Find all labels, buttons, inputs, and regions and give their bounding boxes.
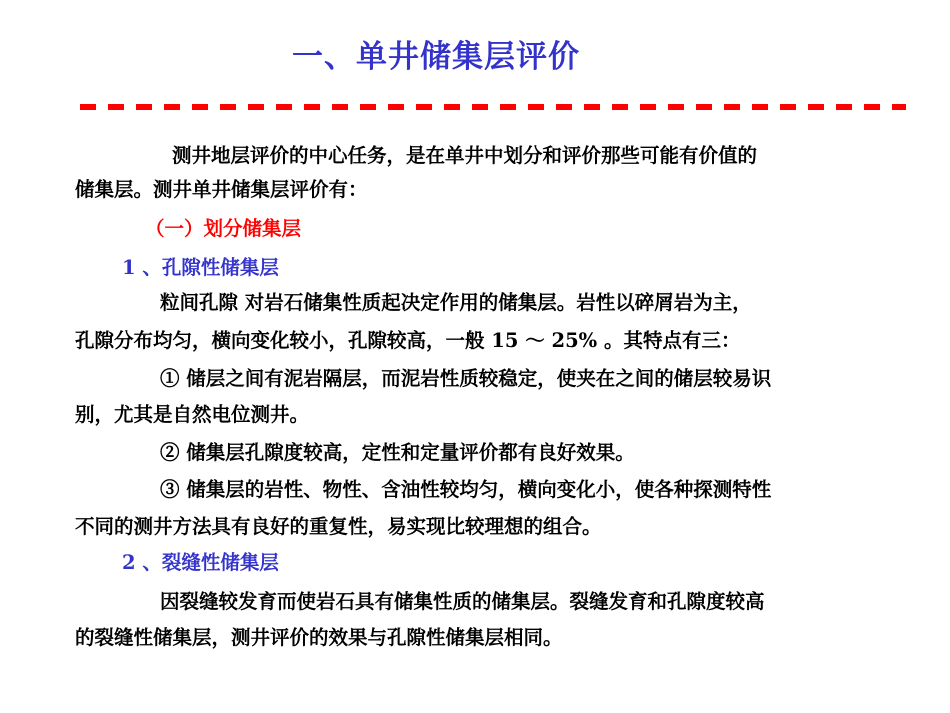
point-3-line-2: 不同的测井方法具有良好的重复性，易实现比较理想的组合。 (75, 515, 602, 538)
intro-line-2: 储集层。测井单井储集层评价有： (75, 178, 368, 201)
sub1-para-line-1: 粒间孔隙 对岩石储集性质起决定作用的储集层。岩性以碎屑岩为主， (160, 291, 752, 314)
point-1-line-2: 别，尤其是自然电位测井。 (75, 403, 310, 426)
intro-line-1: 测井地层评价的中心任务，是在单井中划分和评价那些可能有价值的 (172, 144, 758, 167)
point-2-line-1: ② 储集层孔隙度较高，定性和定量评价都有良好效果。 (160, 441, 635, 464)
sub1-para-line-2: 孔隙分布均匀，横向变化较小，孔隙较高，一般 15 ～ 25% 。其特点有三： (75, 329, 741, 352)
point-3-line-1: ③ 储集层的岩性、物性、含油性较均匀，横向变化小，使各种探测特性 (160, 478, 772, 501)
subsection-heading-2: 2 、裂缝性储集层 (122, 551, 279, 574)
sub2-para-line-2: 的裂缝性储集层，测井评价的效果与孔隙性储集层相同。 (75, 626, 563, 649)
page-title: 一、单井储集层评价 (292, 39, 580, 75)
point-1-line-1: ① 储层之间有泥岩隔层，而泥岩性质较稳定，使夹在之间的储层较易识 (160, 367, 772, 390)
dashed-divider (80, 104, 906, 110)
subsection-heading-1: 1 、孔隙性储集层 (122, 256, 279, 279)
section-heading: （一）划分储集层 (145, 217, 302, 240)
sub2-para-line-1: 因裂缝较发育而使岩石具有储集性质的储集层。裂缝发育和孔隙度较高 (160, 590, 765, 613)
